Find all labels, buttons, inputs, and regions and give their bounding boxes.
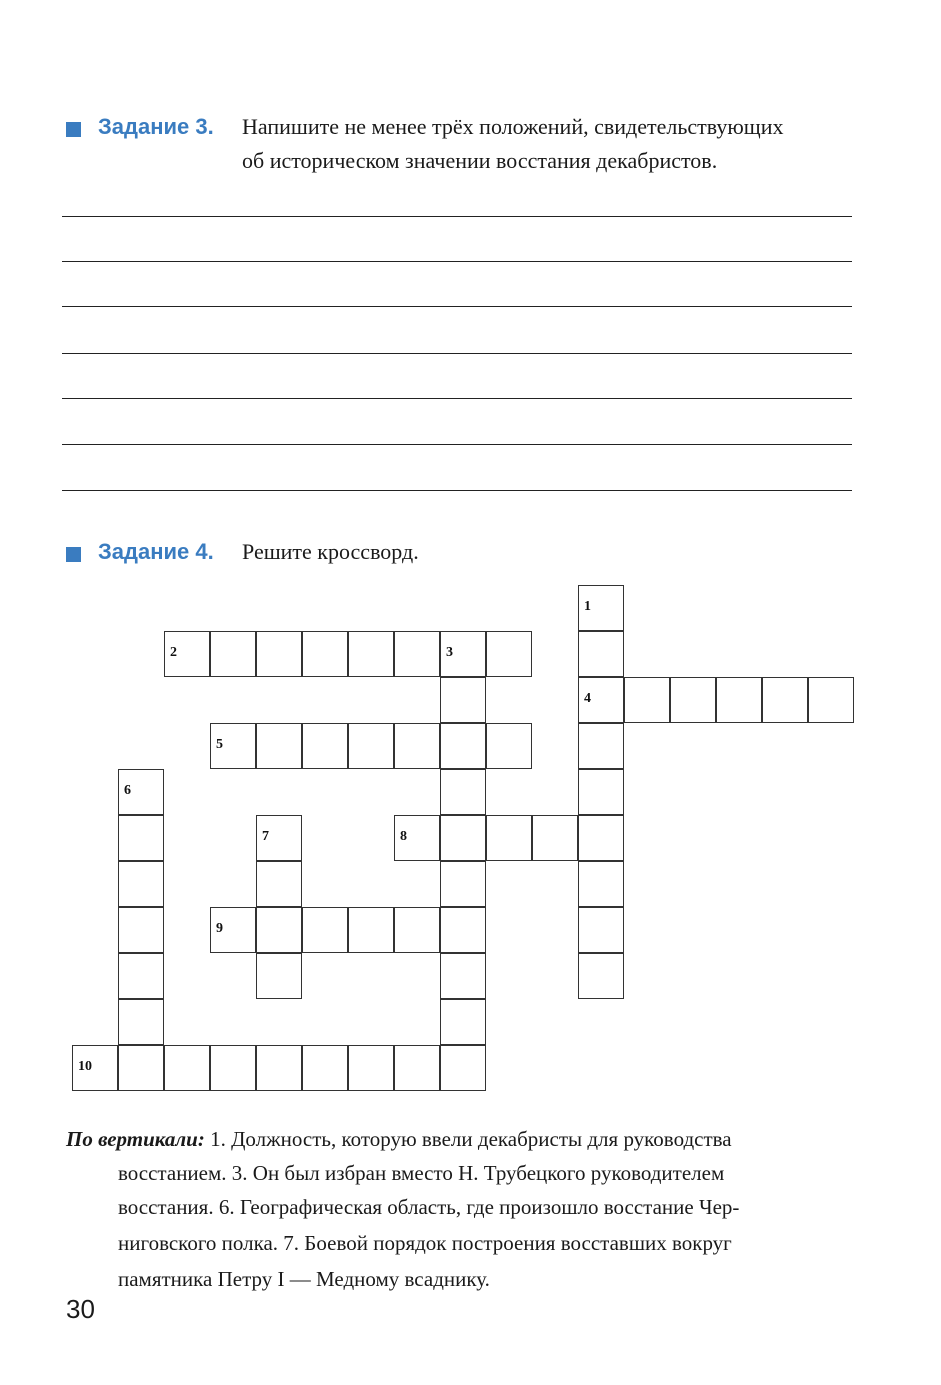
clue-line-1	[66, 1122, 732, 1156]
crossword-cell[interactable]	[348, 907, 394, 953]
crossword-cell[interactable]	[210, 631, 256, 677]
clue-text: 1. Должность, которую ввели декабристы для руководства	[210, 1127, 732, 1151]
task3-text-line2: об историческом значении восстания декабристов.	[242, 148, 718, 173]
crossword-cell[interactable]	[394, 631, 440, 677]
crossword-cell[interactable]	[348, 631, 394, 677]
crossword-cell[interactable]	[118, 953, 164, 999]
answer-line[interactable]	[62, 261, 852, 262]
crossword-cell[interactable]	[716, 677, 762, 723]
answer-line[interactable]	[62, 306, 852, 307]
crossword-cell[interactable]	[578, 723, 624, 769]
task3-label: Задание 3.	[98, 114, 214, 139]
clue-line-3: восстания. 6. Географическая область, где произошло восстание Чер-	[118, 1195, 740, 1219]
crossword-cell[interactable]	[486, 815, 532, 861]
crossword-cell[interactable]	[118, 907, 164, 953]
crossword-cell[interactable]	[440, 999, 486, 1045]
crossword-number-6: 6	[124, 783, 131, 798]
task3-text-line1: Напишите не менее трёх положений, свидетельствующих	[242, 114, 784, 139]
crossword-cell[interactable]	[118, 999, 164, 1045]
answer-line[interactable]	[62, 353, 852, 354]
crossword-cell[interactable]	[302, 723, 348, 769]
crossword-cell[interactable]	[578, 907, 624, 953]
crossword-cell[interactable]	[808, 677, 854, 723]
crossword-cell[interactable]	[440, 953, 486, 999]
crossword-cell[interactable]	[440, 861, 486, 907]
crossword-cell[interactable]	[440, 723, 486, 769]
crossword-cell[interactable]	[302, 1045, 348, 1091]
task-bullet-icon	[66, 122, 81, 137]
crossword-cell[interactable]	[256, 631, 302, 677]
clue-line-4: ниговского полка. 7. Боевой порядок построения восставших вокруг	[118, 1231, 732, 1255]
clue-line-5: памятника Петру I — Медному всаднику.	[118, 1267, 490, 1291]
crossword-cell[interactable]	[394, 1045, 440, 1091]
crossword-number-8: 8	[400, 829, 407, 844]
task4-text: Решите кроссворд.	[242, 539, 419, 564]
crossword-cell[interactable]	[394, 723, 440, 769]
crossword-cell[interactable]	[256, 953, 302, 999]
crossword-cell[interactable]	[164, 1045, 210, 1091]
crossword-number-10: 10	[78, 1059, 92, 1074]
crossword-cell[interactable]	[624, 677, 670, 723]
page-number: 30	[66, 1294, 95, 1324]
crossword-cell[interactable]	[348, 723, 394, 769]
answer-line[interactable]	[62, 216, 852, 217]
crossword-cell[interactable]	[486, 631, 532, 677]
answer-line[interactable]	[62, 490, 852, 491]
crossword-cell[interactable]	[256, 723, 302, 769]
answer-line[interactable]	[62, 398, 852, 399]
crossword-cell[interactable]	[440, 769, 486, 815]
crossword-number-4: 4	[584, 691, 591, 706]
crossword-cell[interactable]	[440, 815, 486, 861]
crossword-cell[interactable]	[532, 815, 578, 861]
crossword-number-2: 2	[170, 645, 177, 660]
crossword-cell[interactable]	[578, 815, 624, 861]
crossword-cell[interactable]	[440, 1045, 486, 1091]
crossword-cell[interactable]	[394, 907, 440, 953]
crossword-cell[interactable]	[302, 631, 348, 677]
task-bullet-icon	[66, 547, 81, 562]
crossword-cell[interactable]	[210, 1045, 256, 1091]
crossword-cell[interactable]	[256, 861, 302, 907]
crossword-cell[interactable]	[302, 907, 348, 953]
clue-line-2: восстанием. 3. Он был избран вместо Н. Трубецкого руководителем	[118, 1161, 725, 1185]
crossword-cell[interactable]	[578, 769, 624, 815]
crossword-cell[interactable]	[670, 677, 716, 723]
answer-line[interactable]	[62, 444, 852, 445]
clues-heading: По вертикали:	[66, 1127, 205, 1151]
crossword-number-3: 3	[446, 645, 453, 660]
crossword-cell[interactable]	[486, 723, 532, 769]
crossword-cell[interactable]	[578, 631, 624, 677]
crossword-cell[interactable]	[762, 677, 808, 723]
crossword-cell[interactable]	[440, 907, 486, 953]
crossword-number-7: 7	[262, 829, 269, 844]
crossword-number-1: 1	[584, 599, 591, 614]
crossword-number-9: 9	[216, 921, 223, 936]
crossword-cell[interactable]	[578, 953, 624, 999]
crossword-cell[interactable]	[348, 1045, 394, 1091]
crossword-number-5: 5	[216, 737, 223, 752]
crossword-cell[interactable]	[256, 907, 302, 953]
crossword-cell[interactable]	[118, 861, 164, 907]
crossword-cell[interactable]	[118, 1045, 164, 1091]
crossword-cell[interactable]	[440, 677, 486, 723]
task4-label: Задание 4.	[98, 539, 214, 564]
crossword-cell[interactable]	[578, 861, 624, 907]
crossword-cell[interactable]	[118, 815, 164, 861]
crossword-cell[interactable]	[256, 1045, 302, 1091]
